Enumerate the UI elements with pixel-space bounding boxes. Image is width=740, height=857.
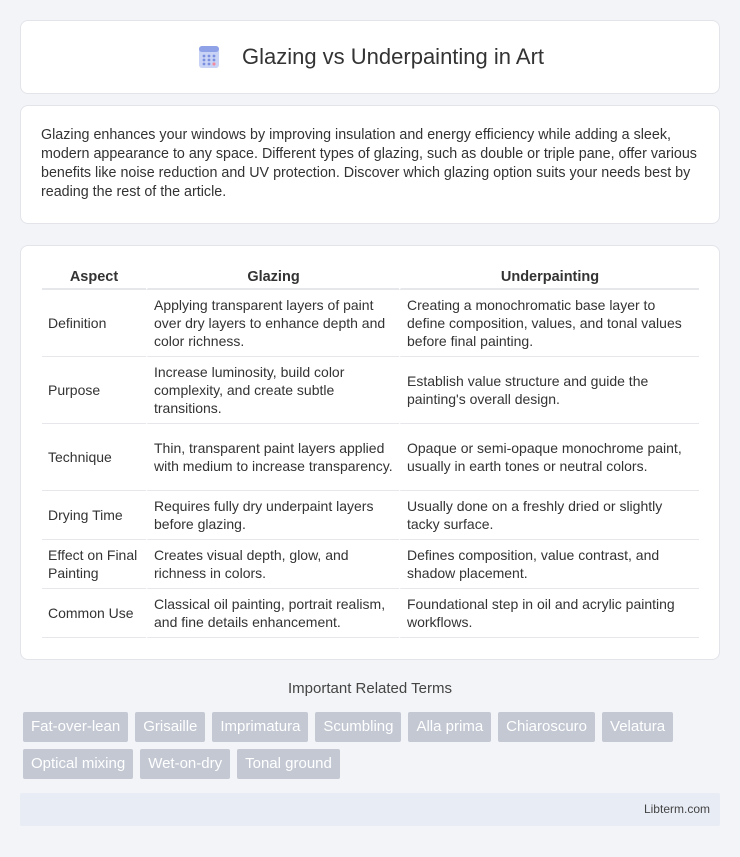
related-term-tag[interactable]: Velatura bbox=[602, 712, 673, 742]
underpainting-cell: Establish value structure and guide the painting's overall design. bbox=[399, 357, 699, 424]
glazing-cell: Increase luminosity, build color complexity, and create subtle transitions. bbox=[146, 357, 399, 424]
page-title: Glazing vs Underpainting in Art bbox=[241, 44, 545, 69]
title-card bbox=[20, 20, 720, 94]
table-row bbox=[42, 589, 699, 638]
related-term-tag[interactable]: Tonal ground bbox=[237, 749, 340, 779]
footer bbox=[20, 793, 720, 826]
underpainting-cell: Foundational step in oil and acrylic painting workflows. bbox=[399, 589, 699, 638]
related-terms-list bbox=[23, 712, 723, 786]
related-term-tag[interactable]: Wet-on-dry bbox=[140, 749, 230, 779]
related-term-tag[interactable]: Chiaroscuro bbox=[498, 712, 595, 742]
related-term-tag[interactable]: Scumbling bbox=[315, 712, 401, 742]
header-underpainting: Underpainting bbox=[399, 266, 699, 290]
header-glazing: Glazing bbox=[146, 266, 399, 290]
related-terms-title: Important Related Terms bbox=[288, 680, 452, 697]
related-term-tag[interactable]: Imprimatura bbox=[212, 712, 308, 742]
table-row bbox=[42, 290, 699, 357]
related-term-tag[interactable]: Fat-over-lean bbox=[23, 712, 128, 742]
header-aspect: Aspect bbox=[42, 266, 146, 290]
glazing-cell: Classical oil painting, portrait realism, and fine details enhancement. bbox=[146, 589, 399, 638]
aspect-cell: Drying Time bbox=[42, 491, 146, 540]
comparison-table-card bbox=[20, 245, 720, 660]
comparison-table bbox=[42, 266, 699, 638]
glazing-cell: Creates visual depth, glow, and richness in colors. bbox=[146, 540, 399, 589]
underpainting-cell: Usually done on a freshly dried or slightly tacky surface. bbox=[399, 491, 699, 540]
table-row bbox=[42, 540, 699, 589]
footer-brand-link[interactable]: Libterm.com bbox=[643, 802, 710, 816]
aspect-cell: Effect on Final Painting bbox=[42, 540, 146, 589]
table-header-row bbox=[42, 266, 699, 290]
underpainting-cell: Creating a monochromatic base layer to define composition, values, and tonal values before final painting. bbox=[399, 290, 699, 357]
table-row bbox=[42, 491, 699, 540]
glazing-cell: Thin, transparent paint layers applied with medium to increase transparency. bbox=[146, 424, 399, 491]
intro-card bbox=[20, 105, 720, 224]
glazing-cell: Requires fully dry underpaint layers before glazing. bbox=[146, 491, 399, 540]
underpainting-cell: Opaque or semi-opaque monochrome paint, usually in earth tones or neutral colors. bbox=[399, 424, 699, 491]
glazing-cell: Applying transparent layers of paint over dry layers to enhance depth and color richness. bbox=[146, 290, 399, 357]
related-term-tag[interactable]: Grisaille bbox=[135, 712, 205, 742]
intro-text: Glazing enhances your windows by improving insulation and energy efficiency while adding a sleek, modern appearance to any space. Different types of glazing, such as double or triple pane, offer various benefits like noise reduction and UV protection. Discover which glazing option suits your needs best by reading the rest of the article. bbox=[41, 127, 697, 200]
related-term-tag[interactable]: Optical mixing bbox=[23, 749, 133, 779]
table-row bbox=[42, 357, 699, 424]
calculator-icon bbox=[196, 44, 222, 70]
aspect-cell: Technique bbox=[42, 424, 146, 491]
table-row bbox=[42, 424, 699, 491]
related-term-tag[interactable]: Alla prima bbox=[408, 712, 491, 742]
aspect-cell: Definition bbox=[42, 290, 146, 357]
aspect-cell: Purpose bbox=[42, 357, 146, 424]
underpainting-cell: Defines composition, value contrast, and shadow placement. bbox=[399, 540, 699, 589]
aspect-cell: Common Use bbox=[42, 589, 146, 638]
